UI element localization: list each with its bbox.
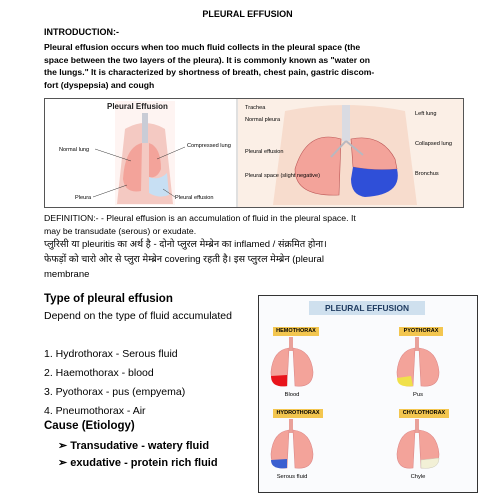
lung-pair-chylothorax — [397, 419, 439, 468]
introduction-paragraph — [44, 41, 464, 91]
label-normal-pleura: Normal pleura — [245, 117, 281, 123]
hindi-line: membrane — [44, 269, 90, 280]
hindi-paragraph — [44, 237, 474, 282]
hindi-line: प्लुरिसी या pleuritis का अर्थ है - दोनो प्लुरल मेम्ब्रेन का inflamed / संक्रमित होना। — [44, 239, 327, 250]
pleural-effusion-infographic — [258, 295, 478, 493]
list-item: 2. Haemothorax - blood — [44, 367, 154, 379]
trachea-right-shape — [342, 105, 350, 141]
figure-left-title: Pleural Effusion — [107, 102, 168, 111]
page-title: PLEURAL EFFUSION — [202, 9, 293, 19]
label-left-lung: Left lung — [415, 111, 437, 117]
panel-caption-serous-fluid: Serous fluid — [276, 474, 308, 480]
label-bronchus: Bronchus — [415, 171, 439, 177]
lung-pair-pyothorax — [397, 337, 439, 386]
anatomy-illustration — [45, 99, 463, 207]
hindi-line: फेफड़ों को चारो ओर से प्लुरा मेम्ब्रेन covering रहती है। इस प्लुरल मेम्ब्रेन (pleural — [44, 254, 324, 265]
definition-line: DEFINITION:- - Pleural effusion is an accumulation of fluid in the pleural space. It — [44, 213, 356, 223]
label-pleural-effusion-right: Pleural effusion — [245, 149, 284, 155]
cause-bullet-text: exudative - protein rich fluid — [70, 457, 218, 469]
label-compressed-lung: Compressed lung — [187, 143, 231, 149]
panel-caption-chyle: Chyle — [410, 474, 426, 480]
panel-label-hydrothorax: HYDROTHORAX — [273, 409, 323, 418]
definition-paragraph — [44, 212, 464, 237]
intro-line: Pleural effusion occurs when too much fluid collects in the pleural space (the — [44, 42, 361, 52]
lung-pair-hemothorax — [271, 337, 313, 386]
introduction-heading: INTRODUCTION:- — [44, 27, 119, 37]
types-heading: Type of pleural effusion — [44, 293, 173, 305]
label-pleural-effusion: Pleural effusion — [175, 195, 214, 201]
cause-bullet — [58, 456, 218, 469]
label-trachea: Trachea — [245, 105, 266, 111]
label-collapsed-lung: Collapsed lung — [415, 141, 453, 147]
cause-bullet — [58, 439, 209, 452]
intro-line: the lungs." It is characterized by shortness of breath, chest pain, gastric discom- — [44, 67, 375, 77]
list-item: 1. Hydrothorax - Serous fluid — [44, 348, 178, 360]
definition-line: may be transudate (serous) or exudate. — [44, 225, 197, 236]
label-pleural-space: Pleural space (slight negative) — [245, 173, 320, 179]
types-list — [44, 345, 185, 421]
panel-label-hemothorax: HEMOTHORAX — [273, 327, 319, 336]
panel-caption-pus: Pus — [413, 392, 423, 398]
panel-label-pyothorax: PYOTHORAX — [399, 327, 443, 336]
arrow-bullet-icon: ➢ — [58, 440, 68, 452]
panel-label-chylothorax: CHYLOTHORAX — [399, 409, 449, 418]
arrow-bullet-icon: ➢ — [58, 457, 68, 469]
cause-heading: Cause (Etiology) — [44, 420, 135, 432]
panel-caption-blood: Blood — [284, 392, 300, 398]
infographic-title: PLEURAL EFFUSION — [309, 301, 425, 315]
list-item: 3. Pyothorax - pus (empyema) — [44, 386, 186, 398]
label-pleura: Pleura — [75, 195, 92, 201]
lung-pair-hydrothorax — [271, 419, 313, 468]
label-normal-lung: Normal lung — [59, 147, 90, 153]
cause-bullet-text: Transudative - watery fluid — [70, 440, 210, 452]
trachea-shape — [142, 113, 148, 143]
intro-line: space between the two layers of the pleura). It is commonly known as "water on — [44, 54, 370, 65]
list-item: 4. Pneumothorax - Air — [44, 405, 146, 417]
anatomy-figure — [44, 98, 464, 208]
intro-line: fort (dyspepsia) and cough — [44, 79, 155, 90]
types-depend-text: Depend on the type of fluid accumulated — [44, 310, 232, 322]
